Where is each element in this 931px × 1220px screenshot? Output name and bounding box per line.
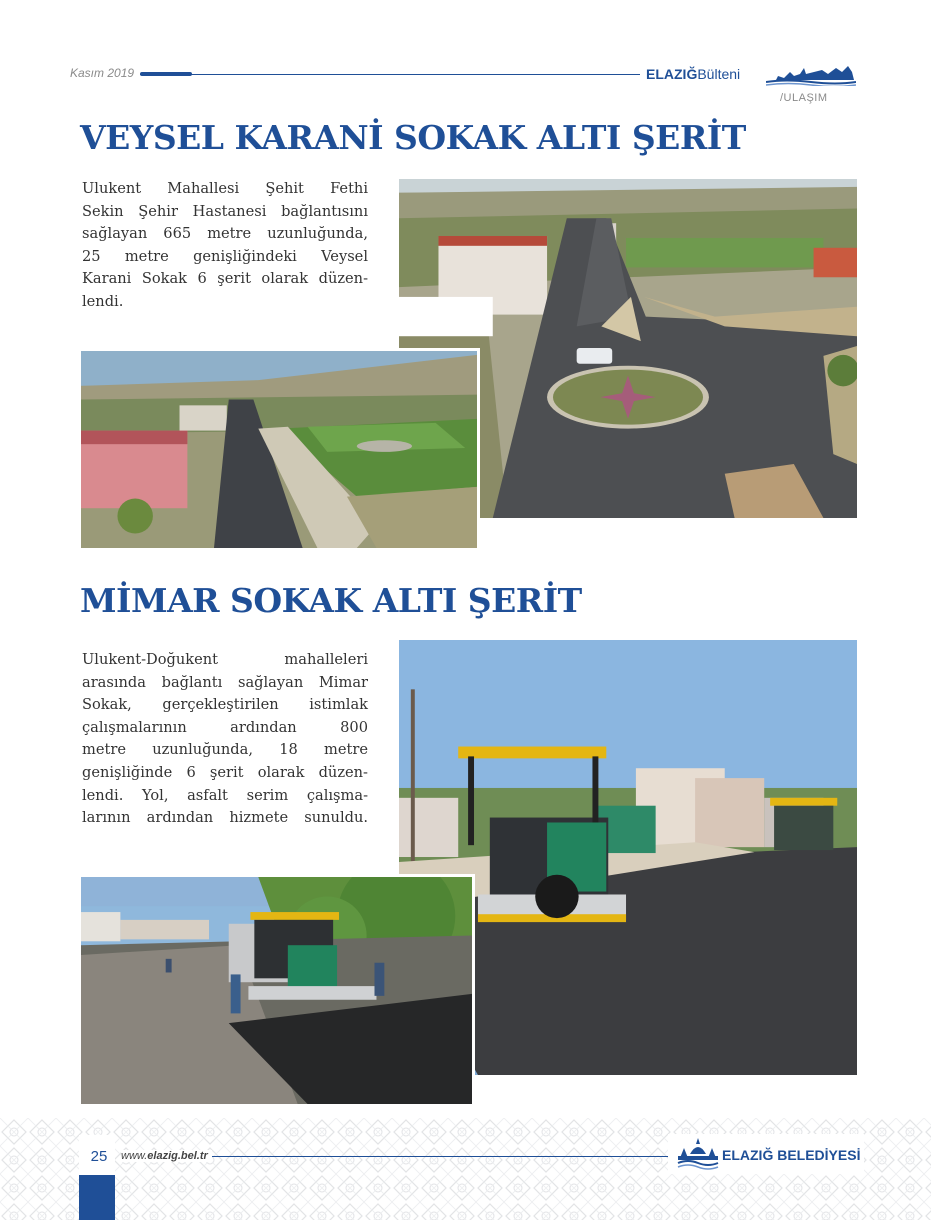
article2-line: Sokak, gerçekleştirilen istimlak	[82, 696, 368, 714]
city-skyline-icon	[766, 62, 856, 86]
article2-title: MİMAR SOKAK ALTI ŞERİT	[80, 581, 582, 620]
article1-body	[82, 178, 368, 314]
article1-line: Ulukent Mahallesi Şehit Fethi	[82, 180, 368, 197]
article1-line: Sekin Şehir Hastanesi bağlantısını	[82, 202, 368, 220]
header-rule	[140, 74, 640, 75]
section-label: /ULAŞIM	[780, 92, 828, 104]
article2-line: genişliğinde 6 şerit olarak düzen-	[82, 763, 368, 781]
municipality-name: ELAZIĞ BELEDİYESİ	[722, 1147, 861, 1163]
article1-line: Karani Sokak 6 şerit olarak düzen-	[82, 270, 368, 288]
article2-line: arasında bağlantı sağlayan Mimar	[82, 673, 368, 691]
brand-bold: ELAZIĞ	[646, 66, 698, 82]
article2-line: metre uzunluğunda, 18 metre	[82, 741, 368, 759]
issue-date: Kasım 2019	[70, 66, 135, 80]
article2-body	[82, 649, 368, 830]
brand-light: Bülteni	[697, 66, 741, 82]
url-domain: elazig.bel.tr	[147, 1150, 208, 1162]
article2-line: çalışmalarının ardından 800	[82, 718, 368, 736]
photo-road-sports-field	[78, 348, 480, 551]
website-link[interactable]	[121, 1150, 212, 1162]
footer-rule	[212, 1156, 668, 1157]
photo-asphalt-workers	[78, 874, 475, 1107]
article2-line: lendi. Yol, asfalt serim çalışma-	[82, 786, 368, 804]
article1-title: VEYSEL KARANİ SOKAK ALTI ŞERİT	[80, 118, 746, 157]
municipality-logo-icon	[676, 1134, 720, 1170]
article2-line: Ulukent-Doğukent mahalleleri	[82, 651, 368, 668]
article1-line: sağlayan 665 metre uzunluğunda,	[82, 225, 368, 243]
bulletin-brand	[646, 66, 740, 82]
article1-line: 25 metre genişliğindeki Veysel	[82, 247, 368, 265]
url-prefix: www.	[121, 1150, 148, 1162]
article2-line: larının ardından hizmete sunuldu.	[82, 809, 368, 827]
article1-line: lendi.	[82, 292, 124, 310]
header-rule-accent	[140, 72, 192, 76]
page-number: 25	[86, 1148, 112, 1165]
